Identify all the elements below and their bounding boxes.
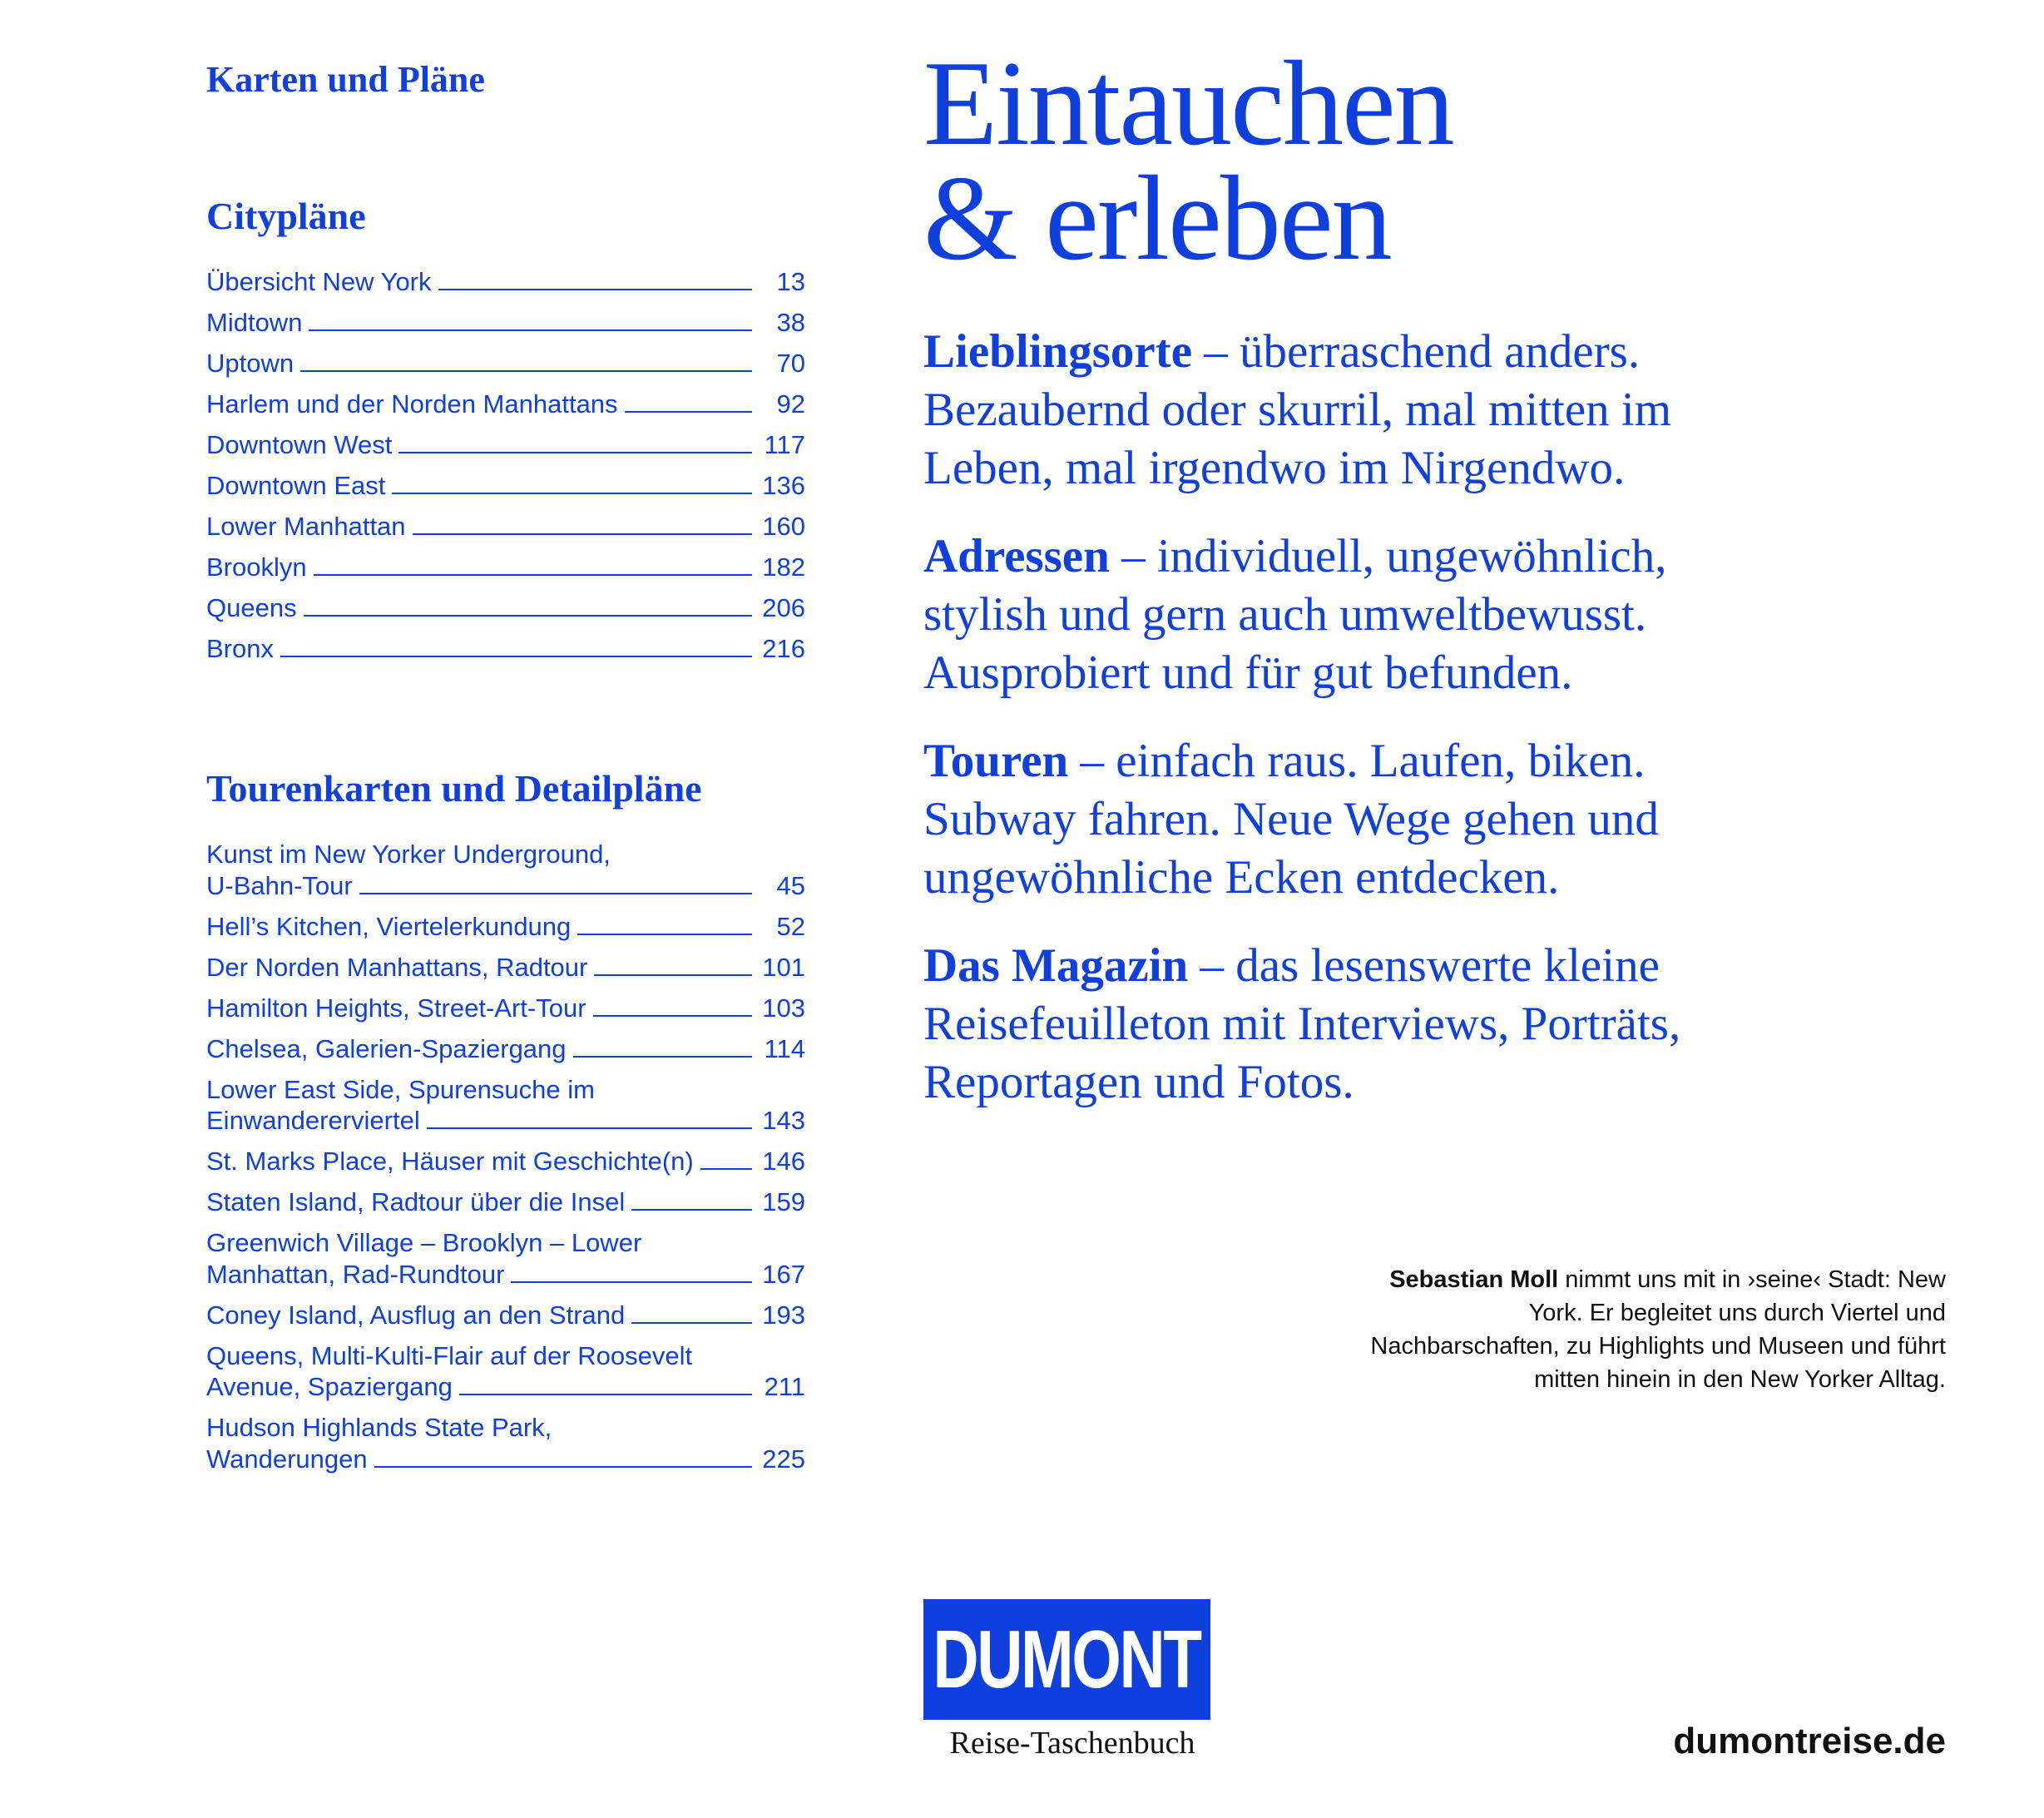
index-entry	[206, 952, 805, 983]
entry-line	[206, 1186, 805, 1218]
index-entry	[206, 348, 805, 379]
page-number: 92	[776, 389, 805, 419]
index-entry	[206, 470, 805, 502]
feature-paragraph	[923, 732, 1755, 907]
page-number: 101	[762, 952, 805, 982]
entry-title-line-1: Lower East Side, Spurensuche im	[206, 1074, 595, 1104]
features-list	[923, 323, 1755, 1142]
leader-line	[631, 1300, 752, 1324]
page-number: 143	[762, 1106, 805, 1135]
feature-term: Lieblingsorte	[923, 325, 1192, 378]
page-number: 193	[762, 1300, 805, 1330]
hero-title-line-2: & erleben	[923, 151, 1391, 285]
author-name: Sebastian Moll	[1389, 1266, 1559, 1293]
leader-line	[392, 471, 752, 494]
entry-title: Übersicht New York	[206, 267, 432, 296]
leader-line	[374, 1444, 752, 1468]
entry-line	[206, 1300, 805, 1331]
index-entry	[206, 1412, 805, 1474]
page-number: 114	[764, 1033, 805, 1063]
entry-title: Staten Island, Radtour über die Insel	[206, 1187, 626, 1216]
author-blurb	[1347, 1263, 1946, 1396]
leader-line	[625, 389, 752, 413]
leader-line	[511, 1260, 752, 1283]
index-entry	[206, 552, 805, 583]
page-number: 167	[762, 1259, 805, 1289]
entry-line	[206, 266, 805, 298]
logo-subtitle: Reise-Taschenbuch	[949, 1726, 1195, 1761]
entry-line	[206, 470, 805, 502]
hero-title	[923, 36, 1453, 285]
maps-index	[206, 58, 805, 1474]
dumont-logo	[923, 1599, 1210, 1761]
leader-line	[314, 552, 752, 576]
page-number: 13	[776, 267, 805, 296]
entry-title: Coney Island, Ausflug an den Strand	[206, 1300, 626, 1330]
index-entry	[206, 839, 805, 901]
feature-paragraph	[923, 323, 1755, 498]
feature-term: Adressen	[923, 530, 1110, 582]
index-entry	[206, 1300, 805, 1331]
entry-title: Manhattan, Rad-Rundtour	[206, 1259, 505, 1289]
entry-title: Chelsea, Galerien-Spaziergang	[206, 1033, 567, 1063]
website-url[interactable]: dumontreise.de	[1673, 1721, 1946, 1761]
author-text: nimmt uns mit in ›seine‹ Stadt: New York. Er begleitet uns durch Viertel und Nachbarschaften, zu Highlights und Museen und führt mitten hinein in den New Yorker Alltag.	[1370, 1266, 1946, 1393]
index-entry	[206, 1146, 805, 1177]
entry-line	[206, 993, 805, 1024]
feature-paragraph	[923, 528, 1755, 702]
page-number: 146	[762, 1147, 805, 1176]
index-entry	[206, 1033, 805, 1065]
entry-title: Wanderungen	[206, 1444, 368, 1474]
entry-title: Harlem und der Norden Manhattans	[206, 389, 618, 419]
entry-line	[206, 1371, 805, 1403]
entry-line	[206, 511, 805, 542]
index-entry	[206, 266, 805, 298]
entry-title-line-1: Queens, Multi-Kulti-Flair auf der Roosevelt	[206, 1340, 693, 1370]
entry-line	[206, 911, 805, 943]
entry-title: Hell’s Kitchen, Viertelerkundung	[206, 911, 572, 941]
feature-paragraph	[923, 937, 1755, 1112]
tours-list	[206, 839, 805, 1484]
entry-title-line-1: Kunst im New Yorker Underground,	[206, 840, 611, 869]
page-number: 206	[762, 593, 805, 622]
tours-heading: Tourenkarten und Detailpläne	[206, 767, 702, 810]
leader-line	[577, 912, 752, 935]
index-entry	[206, 592, 805, 624]
page-number: 45	[776, 870, 805, 900]
entry-title: Der Norden Manhattans, Radtour	[206, 952, 588, 982]
entry-line	[206, 552, 805, 583]
leader-line	[631, 1187, 752, 1211]
index-entry	[206, 1227, 805, 1290]
page-number: 38	[776, 308, 805, 337]
index-entry	[206, 1340, 805, 1403]
index-entry	[206, 633, 805, 665]
entry-line	[206, 307, 805, 339]
index-entry	[206, 1186, 805, 1218]
leader-line	[573, 1034, 752, 1058]
feature-description: – einfach raus. Laufen, biken. Subway fahren. Neue Wege gehen und ungewöhnliche Ecken entdecken.	[923, 735, 1659, 904]
page-number: 159	[762, 1187, 805, 1216]
page-number: 117	[764, 430, 805, 459]
entry-title: Bronx	[206, 634, 274, 663]
entry-line	[206, 1033, 805, 1065]
entry-title: Queens	[206, 593, 297, 622]
index-entry	[206, 1074, 805, 1137]
entry-line	[206, 1146, 805, 1177]
entry-title: Brooklyn	[206, 552, 307, 582]
leader-line	[304, 593, 752, 617]
leader-line	[398, 430, 752, 453]
logo-box	[923, 1599, 1210, 1720]
leader-line	[594, 953, 752, 976]
entry-line	[206, 633, 805, 665]
cityplans-heading: Citypläne	[206, 195, 366, 237]
index-entry	[206, 429, 805, 461]
page-number: 211	[764, 1372, 805, 1401]
entry-title: Hamilton Heights, Street-Art-Tour	[206, 993, 586, 1023]
entry-line	[206, 870, 805, 902]
leader-line	[413, 512, 752, 535]
entry-title: Downtown East	[206, 471, 386, 500]
entry-title: U-Bahn-Tour	[206, 870, 353, 900]
feature-description: – individuell, ungewöhnlich, stylish und gern auch umweltbewusst. Ausprobiert und für gut befunden.	[923, 530, 1667, 699]
feature-term: Touren	[923, 735, 1069, 787]
feature-description: – das lesenswerte kleine Reisefeuilleton mit Interviews, Porträts, Reportagen und Fotos.	[923, 939, 1681, 1108]
page-number: 103	[762, 993, 805, 1023]
leader-line	[700, 1147, 752, 1170]
index-entry	[206, 307, 805, 339]
entry-line	[206, 389, 805, 420]
entry-title: Einwandererviertel	[206, 1106, 420, 1135]
entry-line	[206, 429, 805, 461]
entry-line	[206, 1259, 805, 1290]
leader-line	[300, 349, 752, 372]
page-number: 52	[776, 911, 805, 941]
page-number: 70	[776, 349, 805, 378]
page-number: 182	[762, 552, 805, 582]
entry-title: Lower Manhattan	[206, 512, 406, 541]
entry-line	[206, 348, 805, 379]
logo-wordmark: DUMONT	[933, 1613, 1201, 1705]
leader-line	[459, 1372, 752, 1395]
entry-title: Downtown West	[206, 430, 393, 459]
leader-line	[359, 871, 752, 894]
page-number: 160	[762, 512, 805, 541]
feature-description: – überraschend anders. Bezaubernd oder skurril, mal mitten im Leben, mal irgendwo im Nirgendwo.	[923, 325, 1672, 494]
page-number: 225	[762, 1444, 805, 1474]
entry-line	[206, 1105, 805, 1137]
entry-title: Uptown	[206, 349, 294, 378]
maps-heading: Karten und Pläne	[206, 59, 485, 100]
index-entry	[206, 511, 805, 542]
entry-title: Midtown	[206, 308, 303, 337]
leader-line	[427, 1106, 752, 1129]
cityplans-list	[206, 266, 805, 674]
leader-line	[280, 634, 752, 657]
index-entry	[206, 389, 805, 420]
entry-line	[206, 952, 805, 983]
entry-title: St. Marks Place, Häuser mit Geschichte(n)	[206, 1147, 694, 1176]
feature-term: Das Magazin	[923, 939, 1189, 992]
entry-line	[206, 1444, 805, 1475]
leader-line	[438, 267, 752, 290]
leader-line	[309, 308, 752, 331]
page-number: 216	[762, 634, 805, 663]
page-number: 136	[762, 471, 805, 500]
index-entry	[206, 993, 805, 1024]
hero-title-line-1: Eintauchen	[923, 36, 1453, 171]
entry-title: Avenue, Spaziergang	[206, 1372, 453, 1401]
entry-title-line-1: Greenwich Village – Brooklyn – Lower	[206, 1228, 642, 1257]
leader-line	[593, 993, 752, 1017]
entry-title-line-1: Hudson Highlands State Park,	[206, 1413, 552, 1442]
index-entry	[206, 911, 805, 943]
entry-line	[206, 592, 805, 624]
